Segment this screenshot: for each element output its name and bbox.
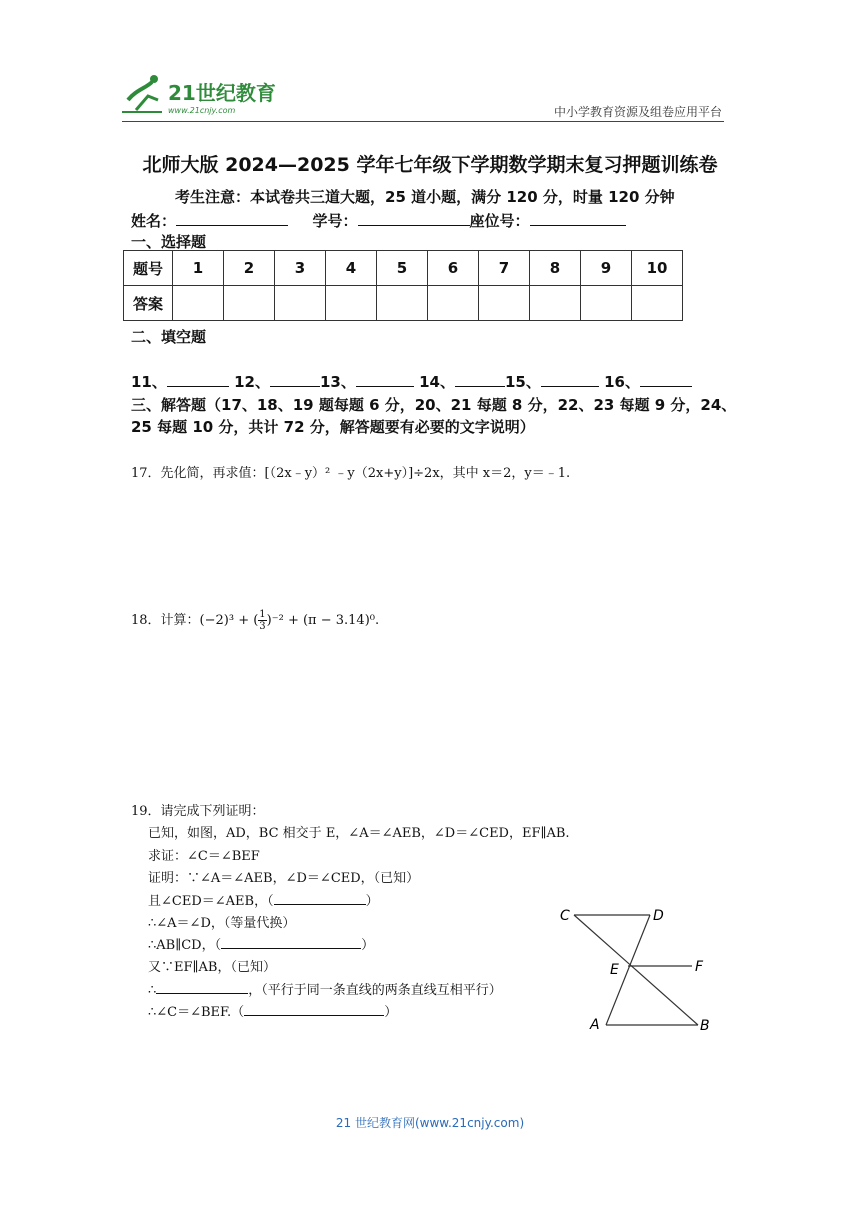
fill-blank[interactable] (167, 372, 229, 387)
logo-url: www.21cnjy.com (168, 106, 236, 115)
exam-notice: 考生注意：本试卷共三道大题，25 道小题，满分 120 分，时量 120 分钟 (175, 188, 675, 206)
section-choice-heading: 一、选择题 (131, 233, 207, 251)
proof-blank[interactable] (221, 934, 361, 949)
proof-line (148, 934, 374, 953)
fill-blank[interactable] (356, 372, 414, 387)
row-head-answer: 答案 (124, 286, 173, 321)
question-number-cell: 5 (377, 251, 428, 286)
answer-cell[interactable] (428, 286, 479, 321)
proof-text: ∴AB∥CD，（ (148, 938, 222, 953)
fill-label: 14、 (419, 373, 455, 391)
proof-text: ∴ (148, 983, 157, 998)
section-solve-heading: 三、解答题（17、18、19 题每题 6 分，20、21 每题 8 分，22、23 每题 9 分，24、 (131, 396, 737, 414)
q18-prefix: 18．计算： (131, 613, 200, 628)
logo (122, 70, 292, 118)
label-a: A (590, 1017, 600, 1033)
segment-cb (574, 915, 698, 1025)
q18-expr-a: (−2)³ + ( (199, 613, 259, 628)
q18-fraction (258, 609, 266, 632)
label-c: C (560, 908, 570, 924)
proof-blank[interactable] (244, 1001, 384, 1016)
label-f: F (695, 959, 704, 975)
header-platform-text: 中小学教育资源及组卷应用平台 (553, 105, 722, 119)
footer-text[interactable]: 21 世纪教育网(www.21cnjy.com) (335, 1116, 525, 1130)
fraction-denominator: 3 (259, 621, 266, 632)
question-17: 17．先化简，再求值：[（2x﹣y）² ﹣y（2x+y）]÷2x，其中 x＝2，y＝﹣1. (131, 466, 571, 481)
proof-paren: ） (361, 938, 375, 953)
id-blank[interactable] (358, 211, 470, 226)
q18-expr-b: )⁻² + (π − 3.14)⁰. (266, 613, 380, 628)
question-number-cell: 3 (275, 251, 326, 286)
name-label: 姓名： (131, 212, 177, 230)
proof-text: ∴∠C＝∠BEF.（ (148, 1005, 245, 1020)
id-label: 学号： (312, 212, 358, 230)
question-number-cell: 6 (428, 251, 479, 286)
question-18 (131, 609, 379, 632)
answer-cell[interactable] (173, 286, 224, 321)
answer-cell[interactable] (530, 286, 581, 321)
seat-blank[interactable] (530, 211, 626, 226)
logo-text: 21世纪教育 (168, 81, 276, 105)
answer-cell[interactable] (326, 286, 377, 321)
question-number-cell: 10 (632, 251, 683, 286)
proof-text: 且∠CED＝∠AEB，（ (148, 894, 274, 909)
proof-line: 证明：∵∠A＝∠AEB，∠D＝∠CED，（已知） (148, 871, 420, 886)
proof-blank[interactable] (156, 979, 248, 994)
page-title: 北师大版 2024—2025 学年七年级下学期数学期末复习押题训练卷 (142, 154, 718, 176)
question-19-title: 19．请完成下列证明： (131, 804, 265, 819)
fraction-numerator: 1 (259, 609, 266, 620)
fill-label: 11、 (131, 373, 167, 391)
table-row (124, 251, 683, 286)
section-solve-heading-cont: 25 每题 10 分，共计 72 分，解答题要有必要的文字说明） (131, 418, 535, 436)
geometry-figure (556, 903, 718, 1033)
proof-line (148, 1001, 397, 1020)
proof-line: 又∵EF∥AB，（已知） (148, 960, 276, 975)
answer-cell[interactable] (632, 286, 683, 321)
question-number-cell: 8 (530, 251, 581, 286)
row-head-number: 题号 (124, 251, 173, 286)
proof-paren: ） (384, 1005, 398, 1020)
fill-blank[interactable] (541, 372, 599, 387)
proof-paren: ） (365, 894, 379, 909)
proof-line: 已知，如图，AD，BC 相交于 E，∠A＝∠AEB，∠D＝∠CED，EF∥AB. (148, 826, 570, 841)
question-number-cell: 9 (581, 251, 632, 286)
table-row (124, 286, 683, 321)
question-number-cell: 4 (326, 251, 377, 286)
label-b: B (700, 1018, 710, 1033)
student-info-row (131, 210, 626, 231)
question-number-cell: 1 (173, 251, 224, 286)
fill-label: 16、 (604, 373, 640, 391)
proof-text: ，（平行于同一条直线的两条直线互相平行） (248, 983, 502, 998)
proof-line (148, 979, 502, 998)
fill-blank[interactable] (455, 372, 505, 387)
proof-line: ∴∠A＝∠D，（等量代换） (148, 916, 296, 931)
fill-label: 15、 (504, 373, 541, 391)
fill-answers-row (131, 371, 692, 392)
fill-blank[interactable] (640, 372, 692, 387)
header-divider (122, 121, 724, 122)
proof-line (148, 890, 379, 909)
answer-cell[interactable] (581, 286, 632, 321)
question-number-cell: 2 (224, 251, 275, 286)
fill-blank[interactable] (270, 372, 320, 387)
answer-cell[interactable] (377, 286, 428, 321)
fill-label: 12、 (234, 373, 270, 391)
proof-blank[interactable] (274, 890, 366, 905)
label-e: E (610, 962, 619, 978)
answer-table (123, 250, 683, 321)
answer-cell[interactable] (479, 286, 530, 321)
label-d: D (653, 908, 664, 924)
proof-line: 求证：∠C＝∠BEF (148, 849, 260, 864)
section-fill-heading: 二、填空题 (131, 328, 207, 346)
seat-label: 座位号： (469, 212, 530, 230)
answer-cell[interactable] (275, 286, 326, 321)
answer-cell[interactable] (224, 286, 275, 321)
name-blank[interactable] (176, 211, 288, 226)
question-number-cell: 7 (479, 251, 530, 286)
fill-label: 13、 (319, 373, 356, 391)
